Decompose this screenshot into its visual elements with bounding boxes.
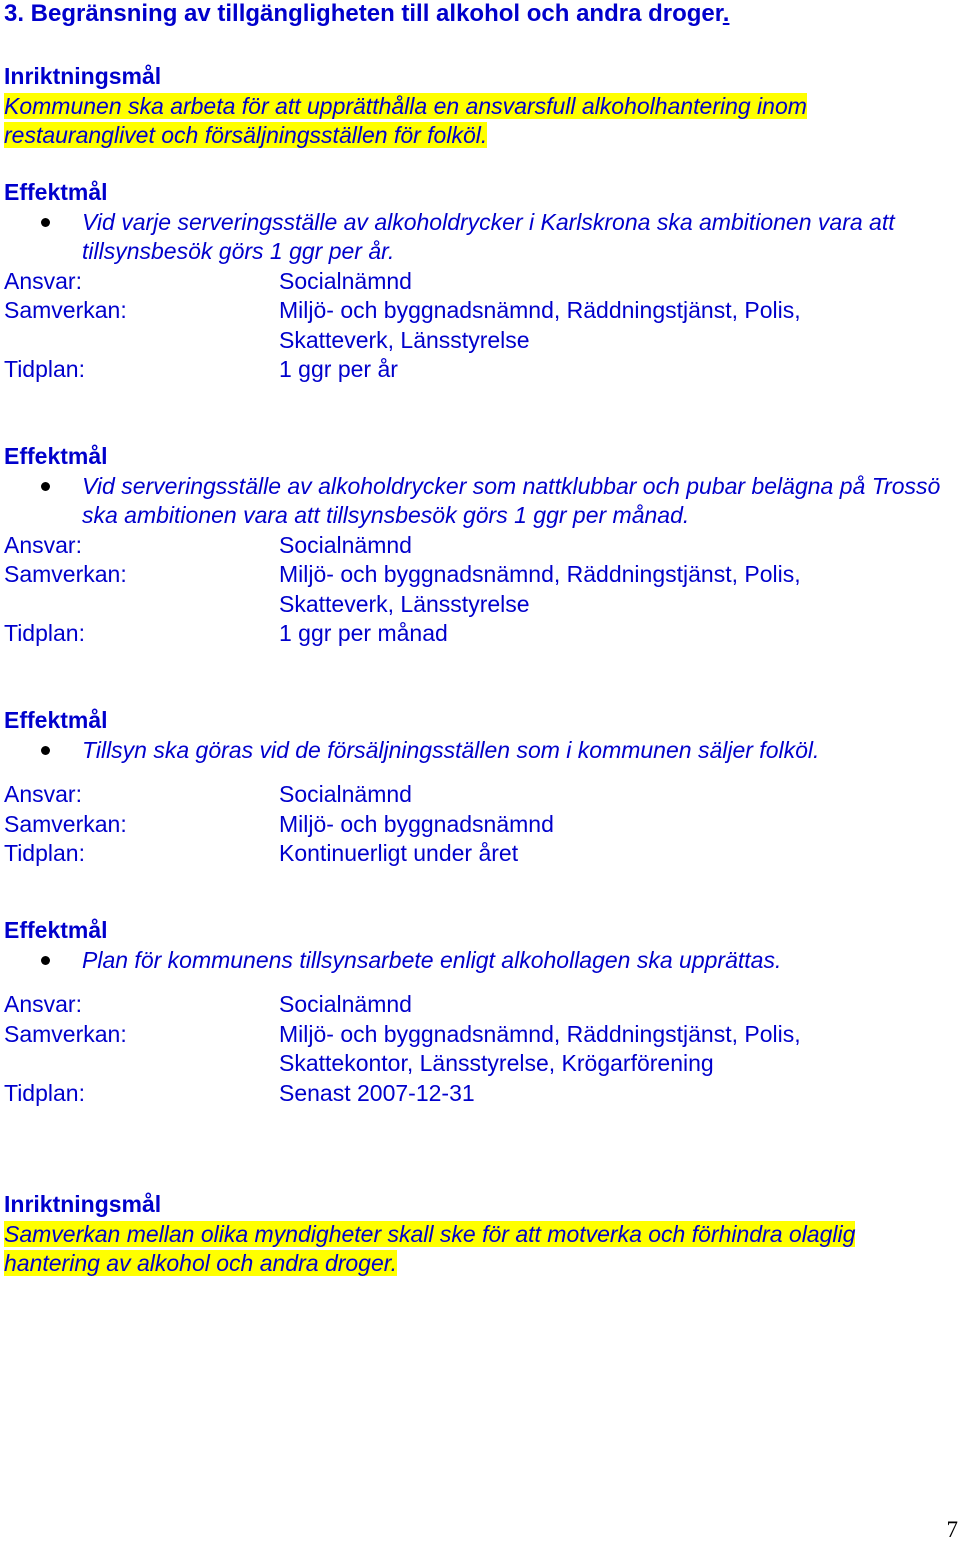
effect-goal-4 <box>4 916 949 1108</box>
goal-section-2 <box>4 1190 949 1279</box>
section-heading-text: 3. Begränsning av tillgängligheten till alkohol och andra droger <box>4 0 723 27</box>
ansvar-value: Socialnämnd <box>279 267 412 294</box>
samverkan-label: Samverkan: <box>4 1020 127 1047</box>
samverkan-value: Miljö- och byggnadsnämnd, Räddningstjänst, Polis, Skatteverk, Länsstyrelse <box>279 297 801 353</box>
effect-goal-3 <box>4 706 949 869</box>
section-heading-period: . <box>722 0 730 27</box>
ansvar-value: Socialnämnd <box>279 991 412 1017</box>
effect-goal-bullet <box>4 472 949 531</box>
goal-label: Inriktningsmål <box>4 63 162 89</box>
effect-goal-1 <box>4 178 949 385</box>
ansvar-value: Socialnämnd <box>279 781 412 807</box>
ansvar-value: Socialnämnd <box>279 531 412 558</box>
effect-goal-bullet <box>4 946 949 976</box>
effect-goal-label: Effektmål <box>4 917 108 943</box>
samverkan-label: Samverkan: <box>4 810 127 837</box>
goal-text-highlighted: Kommunen ska arbeta för att upprätthålla en ansvarsfull alkoholhantering inom restauranglivet och försäljningsställen för folköl. <box>4 92 807 148</box>
effect-goal-label: Effektmål <box>4 707 108 733</box>
responsibility-table <box>4 531 949 649</box>
effect-goal-bullet <box>4 736 949 766</box>
effect-goal-label: Effektmål <box>4 443 108 469</box>
tidplan-label: Tidplan: <box>4 1079 85 1106</box>
bullet-icon <box>41 218 50 227</box>
goal-text-highlighted: Samverkan mellan olika myndigheter skall ske för att motverka och förhindra olaglig hantering av alkohol och andra droger. <box>4 1220 856 1276</box>
effect-goal-label: Effektmål <box>4 179 108 205</box>
effect-goal-text: Vid serveringsställe av alkoholdrycker som nattklubbar och pubar belägna på Trossö ska ambitionen vara att tillsynsbesök görs 1 ggr per månad. <box>82 472 941 528</box>
samverkan-value: Miljö- och byggnadsnämnd <box>279 810 554 837</box>
tidplan-value: Kontinuerligt under året <box>279 840 519 866</box>
samverkan-label: Samverkan: <box>4 297 127 323</box>
bullet-icon <box>41 956 50 965</box>
ansvar-label: Ansvar: <box>4 991 82 1017</box>
ansvar-label: Ansvar: <box>4 781 82 807</box>
ansvar-label: Ansvar: <box>4 531 82 558</box>
samverkan-label: Samverkan: <box>4 561 127 587</box>
samverkan-value: Miljö- och byggnadsnämnd, Räddningstjänst, Polis, Skattekontor, Länsstyrelse, Krögarförening <box>279 1020 801 1076</box>
samverkan-value: Miljö- och byggnadsnämnd, Räddningstjänst, Polis, Skatteverk, Länsstyrelse <box>279 561 801 617</box>
bullet-icon <box>41 746 50 755</box>
effect-goal-text: Vid varje serveringsställe av alkoholdrycker i Karlskrona ska ambitionen vara att tillsynsbesök görs 1 ggr per år. <box>82 208 895 264</box>
responsibility-table <box>4 780 949 869</box>
effect-goal-text: Tillsyn ska göras vid de försäljningsställen som i kommunen säljer folköl. <box>82 736 820 763</box>
effect-goal-2 <box>4 442 949 649</box>
responsibility-table <box>4 267 949 385</box>
ansvar-label: Ansvar: <box>4 267 82 294</box>
tidplan-value: 1 ggr per månad <box>279 620 448 646</box>
goal-label: Inriktningsmål <box>4 1191 162 1217</box>
tidplan-label: Tidplan: <box>4 840 85 866</box>
effect-goal-bullet <box>4 208 949 267</box>
tidplan-label: Tidplan: <box>4 620 85 646</box>
section-heading <box>4 0 729 30</box>
responsibility-table <box>4 990 949 1108</box>
goal-section-1 <box>4 62 949 151</box>
page-number: 7 <box>946 1517 958 1542</box>
tidplan-value: 1 ggr per år <box>279 356 398 382</box>
tidplan-value: Senast 2007-12-31 <box>279 1079 475 1106</box>
bullet-icon <box>41 482 50 491</box>
effect-goal-text: Plan för kommunens tillsynsarbete enligt alkohollagen ska upprättas. <box>82 946 782 973</box>
tidplan-label: Tidplan: <box>4 356 85 382</box>
